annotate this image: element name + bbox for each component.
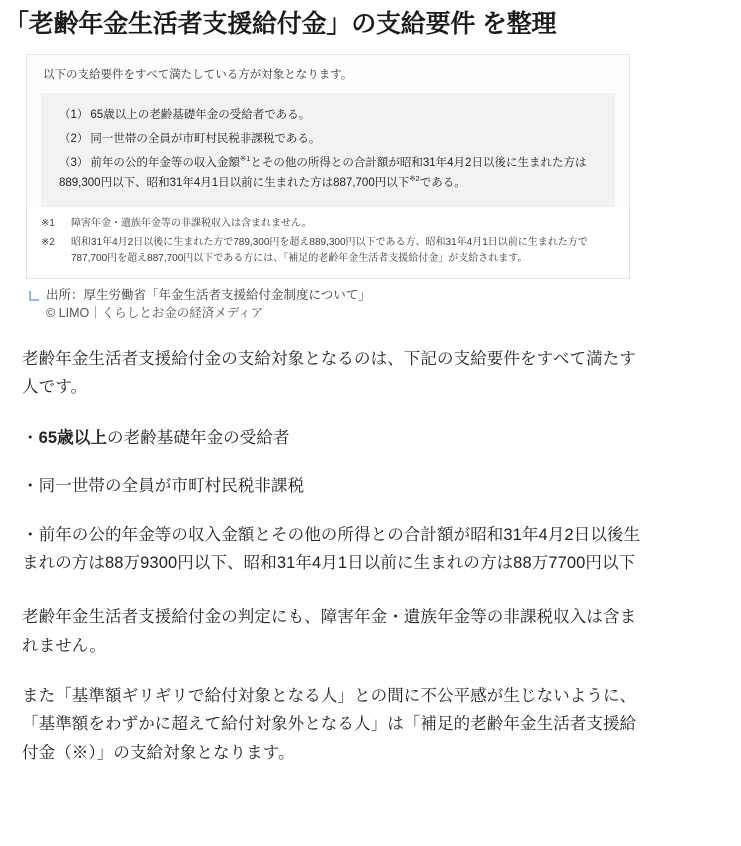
figure-lead-text: 以下の支給要件をすべて満たしている方が対象となります。 xyxy=(43,69,353,82)
body-paragraph-2: また「基準額ギリギリで給付対象となる人」との間に不公平感が生じないように、「基準額をわずかに超えて給付対象外となる人」は「補足的老齢年金生活者支援給付金（※）」の支給対象となります。 xyxy=(22,687,637,762)
requirements-figure xyxy=(26,54,630,278)
bullet-text-1: の老齢基礎年金の受給者 xyxy=(106,428,290,447)
requirement-text-1: 65歳以上の老齢基礎年金の受給者である。 xyxy=(90,108,311,121)
figure-footnotes xyxy=(26,207,630,279)
footnote-1-mark: ※1 xyxy=(41,218,55,229)
bullet-bold-1: 65歳以上 xyxy=(38,428,107,447)
body-copy xyxy=(22,345,642,767)
requirements-list xyxy=(41,93,615,208)
requirement-text-3a: 前年の公的年金等の収入金額 xyxy=(90,156,240,169)
bullet-item-1 xyxy=(22,424,642,452)
source-lines xyxy=(46,286,371,324)
requirement-item-3 xyxy=(57,153,599,193)
requirement-item-1 xyxy=(57,105,599,125)
requirement-text-3b: とその他の所得との合計額が昭和31年4月2日以後に生まれた方は889,300円以下、昭和31年4月1日以前に生まれた方は887,700円以下 xyxy=(59,156,587,189)
requirement-item-2 xyxy=(57,129,599,149)
requirement-index-1: （1） xyxy=(59,108,89,121)
intro-paragraph: 老齢年金生活者支援給付金の支給対象となるのは、下記の支給要件をすべて満たす人です。 xyxy=(22,350,636,397)
requirement-text-3c: である。 xyxy=(419,176,466,189)
requirement-index-2: （2） xyxy=(59,132,89,145)
footnote-2-text: 昭和31年4月2日以後に生まれた方で789,300円を超え889,300円以下である方、昭和31年4月1日以前に生まれた方で787,700円を超え887,700円以下である方には、「補足的老齢年金生活者支援給付金」が支給されます。 xyxy=(71,237,588,265)
source-attribution: 出所：厚生労働省「年金生活者支援給付金制度について」 xyxy=(46,287,371,302)
bullet-marker-1: ・ xyxy=(22,428,39,447)
article-page xyxy=(0,9,741,846)
bullet-text-3: 前年の公的年金等の収入金額とその他の所得との合計額が昭和31年4月2日以後生まれの方は88万9300円以下、昭和31年4月1日以前に生まれの方は88万7700円以下 xyxy=(22,525,641,572)
source-block xyxy=(26,286,741,324)
source-copyright: © LIMO｜くらしとお金の経済メディア xyxy=(46,306,264,321)
figure-inner xyxy=(26,54,630,207)
footnote-1-text: 障害年金・遺族年金等の非課税収入は含まれません。 xyxy=(71,218,312,229)
footnote-2-mark: ※2 xyxy=(41,237,55,249)
requirement-index-3: （3） xyxy=(59,156,89,169)
bullet-marker-2: ・ xyxy=(22,477,39,496)
bullet-item-2 xyxy=(22,472,642,500)
page-title: 「老齢年金生活者支援給付金」の支給要件 を整理 xyxy=(4,10,557,38)
requirement-text-2: 同一世帯の全員が市町村民税非課税である。 xyxy=(90,132,321,145)
body-paragraph-1: 老齢年金生活者支援給付金の判定にも、障害年金・遺族年金等の非課税収入は含まれません。 xyxy=(22,608,637,655)
footnote-2 xyxy=(41,235,615,267)
requirement-footnote-ref-2: ※2 xyxy=(409,174,420,184)
bullet-item-3 xyxy=(22,521,642,578)
bullet-text-2: 同一世帯の全員が市町村民税非課税 xyxy=(38,477,305,496)
footnote-1 xyxy=(41,216,615,232)
requirement-footnote-ref-1: ※1 xyxy=(239,153,251,163)
corner-bracket-icon xyxy=(28,289,40,305)
bullet-marker-3: ・ xyxy=(22,525,39,544)
